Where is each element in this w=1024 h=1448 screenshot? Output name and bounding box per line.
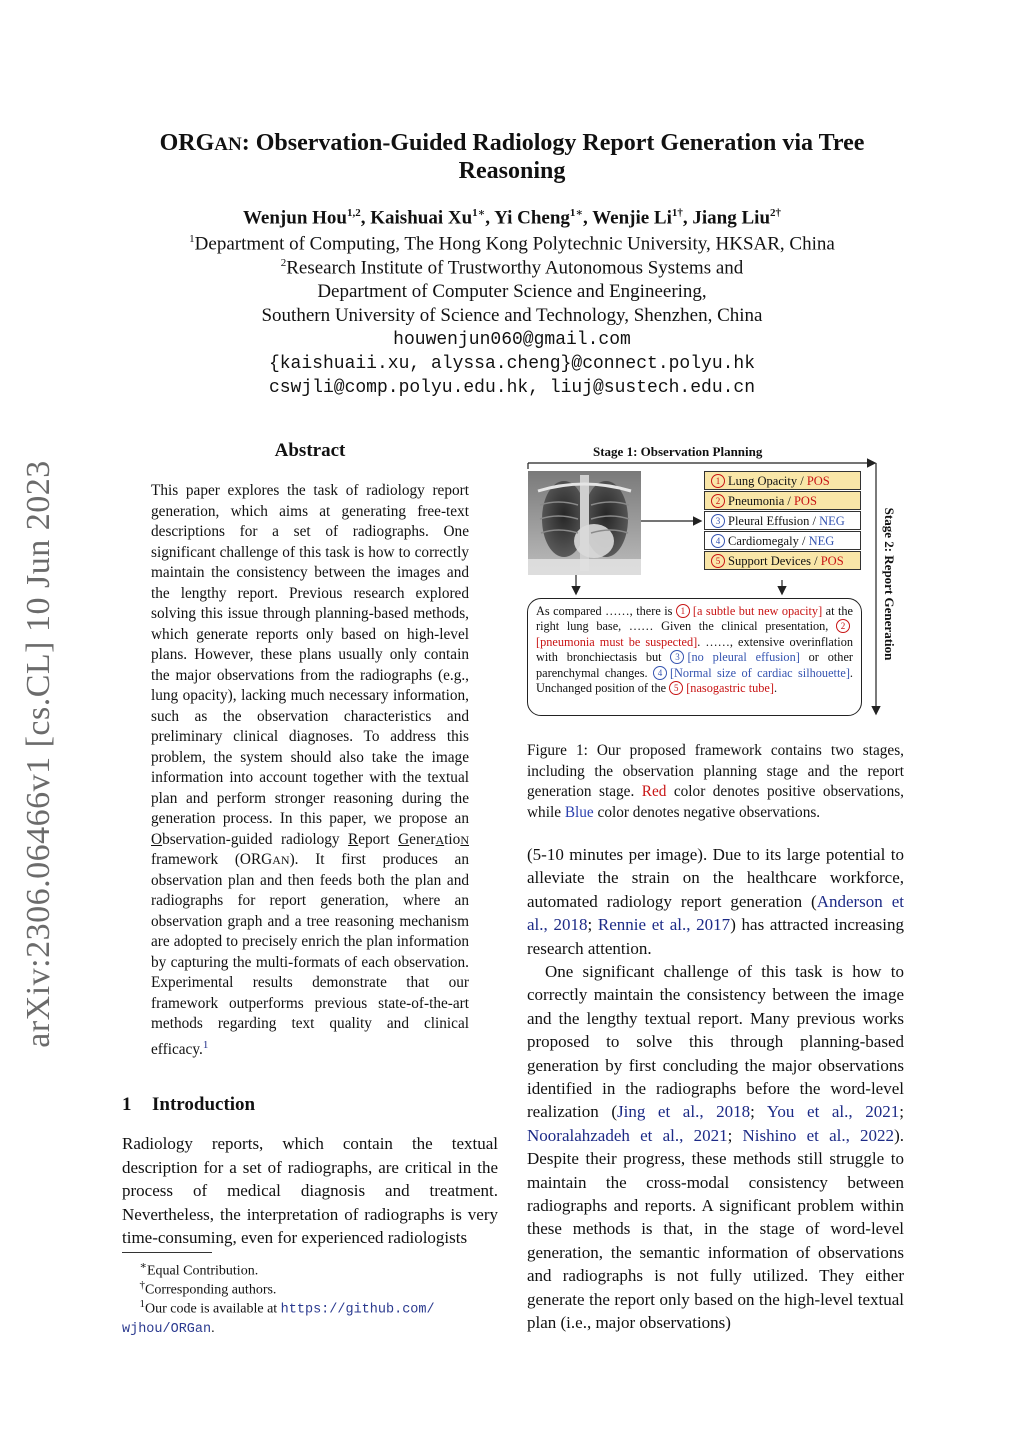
observation-item: 5 Support Devices / POS (704, 551, 861, 570)
affiliation-1: $^1$Department of Computing, The Hong Kong Polytechnic University, HKSAR, China (189, 233, 835, 255)
intro-paragraph: Radiology reports, which contain the textual description for a set of radiographs, are critical in the process of medical diagnosis and treatment. Nevertheless, the interpretation of radiographs is very time-consuming, even for experienced radiologists (122, 1134, 498, 1247)
email-1: houwenjun060@gmail.com (393, 330, 631, 350)
citation[interactable]: Nishino et al., 2022 (742, 1125, 895, 1145)
figure-caption: Figure 1: Our proposed framework contains two stages, including the observation planning stage and the report generation stage. Red color denotes positive observations, while Blue color denotes negative observations. (527, 742, 904, 822)
abstract-heading: Abstract (274, 440, 346, 461)
stage1-label: Stage 1: Observation Planning (593, 444, 763, 459)
email-2: {kaishuaii.xu, alyssa.cheng}@connect.polyu.hk (268, 354, 756, 374)
observation-item: 1 Lung Opacity / POS (704, 471, 861, 490)
footnote-ref[interactable]: 1 (202, 1038, 209, 1051)
abstract-body: This paper explores the task of radiology report generation, which aims at generating free-text descriptions for a set of radiographs. One significant challenge of this task is how to correctly maintain the consistency between the images and the lengthy report. Previous research explored solving this issue through planning-based methods, which generate reports only based on high-level plans. However, these plans usually only contain the major observations from the radiographs (e.g., lung opacity), lacking much necessary information, such as the observation characteristics and preliminary clinical diagnoses. To address this problem, the system should also take the image information into account together with the textual plan and perform stronger reasoning during the generation process. In this paper, we propose an Observation-guided radiology Report GenerAtioN framework (ORGAN). It first produces an observation plan and then feeds both the plan and radiographs for report generation, where an observation graph and a tree reasoning mechanism are adopted to precisely enrich the plan information by capturing the multi-formats of each observation. Experimental results demonstrate that our framework outperforms previous state-of-the-art methods regarding text quality and clinical efficacy.$^1$ (151, 482, 469, 1058)
author-list: Wenjun Hou$^{1,2}$, Kaishuai $Xu^{1∗}$, Yi Cheng$^{1∗}$, Wenjie $Li^{1\dagger}$, Jiang Liu$^{2\dagger}$ (242, 207, 782, 229)
affiliation-4: Southern University of Science and Technology, Shenzhen, China (261, 305, 763, 326)
code-link-cont[interactable]: wjhou/ORGan (122, 1321, 212, 1337)
footnote-rule (122, 1252, 212, 1253)
author: Kaishuai Xu (370, 207, 473, 229)
intro-paragraph-2: One significant challenge of this task is how to correctly maintain the consistency between the image and the lengthy textual report. Many previous works proposed to solve this through planning-based generation by first concluding the major observations identified in the radiographs before the word-level realization (Jing et al., 2018; You et al., 2021; Nooralahzadeh et al., 2021; Nishino et al., 2022). Despite their progress, these methods still struggle to maintain the cross-modal consistency between radiographs and reports. A significant problem within these methods is that, in the stage of word-level generation, the semantic information of observations and radiographs is not fully utilized. They either generate the report only based on the high-level textual plan (i.e., major observations) (527, 962, 904, 1333)
footnote-2: †Corresponding authors. (139, 1279, 277, 1298)
generated-report-box: As compared ……, there is 1 [a subtle but new opacity] at the right lung base, …… Given the clinical presentation, 2[pneumonia must be suspected]. ……, extensive overinflation with bronchiectasis but 3 [no pleural effusion] or other parenchymal changes. 4 [Normal size of cardiac silhouette]. Unchanged position of the 5 [nasogastric tube]. (527, 598, 862, 716)
code-link[interactable]: https://github.com/ (280, 1302, 435, 1318)
arxiv-identifier: arXiv:2306.06466v1 [cs.CL] 10 Jun 2023 (20, 460, 57, 1048)
email-3: cswjli@comp.polyu.edu.hk, liuj@sustech.edu.cn (268, 378, 756, 398)
citation[interactable]: Jing et al., 2018 (617, 1102, 751, 1122)
chest-xray-image (528, 471, 641, 575)
citation[interactable]: Anderson et al., 2018 (527, 891, 904, 935)
observation-item: 3 Pleural Effusion / NEG (704, 511, 861, 530)
observation-item: 2 Pneumonia / POS (704, 491, 861, 510)
author: Yi Cheng (494, 207, 570, 229)
citation[interactable]: Nooralahzadeh et al., 2021 (527, 1125, 728, 1145)
footnote-3: $^1$Our code is available at https://github.com/ wjhou/ORGan. (122, 1298, 435, 1337)
paper-title: ORGAN: Observation-Guided Radiology Report Generation via Tree Reasoning (159, 130, 865, 184)
stage2-label: Stage 2: Report Generation (882, 507, 897, 661)
affiliation-2: $^2$Research Institute of Trustworthy Autonomous Systems and (280, 257, 744, 279)
author: Wenjun Hou (242, 207, 347, 229)
footnote-1: ∗Equal Contribution. (139, 1260, 259, 1279)
section-heading: 1 Introduction (122, 1094, 256, 1115)
intro-paragraph-cont: (5-10 minutes per image). Due to its large potential to alleviate the strain on the healthcare workforce, automated radiology report generation (Anderson et al., 2018; Rennie et al., 2017) has attracted increasing research attention. (527, 845, 904, 958)
author: Wenjie Li (592, 207, 672, 229)
affiliation-3: Department of Computer Science and Engineering, (317, 281, 707, 302)
author: Jiang Liu (692, 207, 771, 229)
citation[interactable]: Rennie et al., 2017 (597, 915, 731, 935)
citation[interactable]: You et al., 2021 (766, 1102, 900, 1122)
observation-item: 4 Cardiomegaly / NEG (704, 531, 861, 550)
